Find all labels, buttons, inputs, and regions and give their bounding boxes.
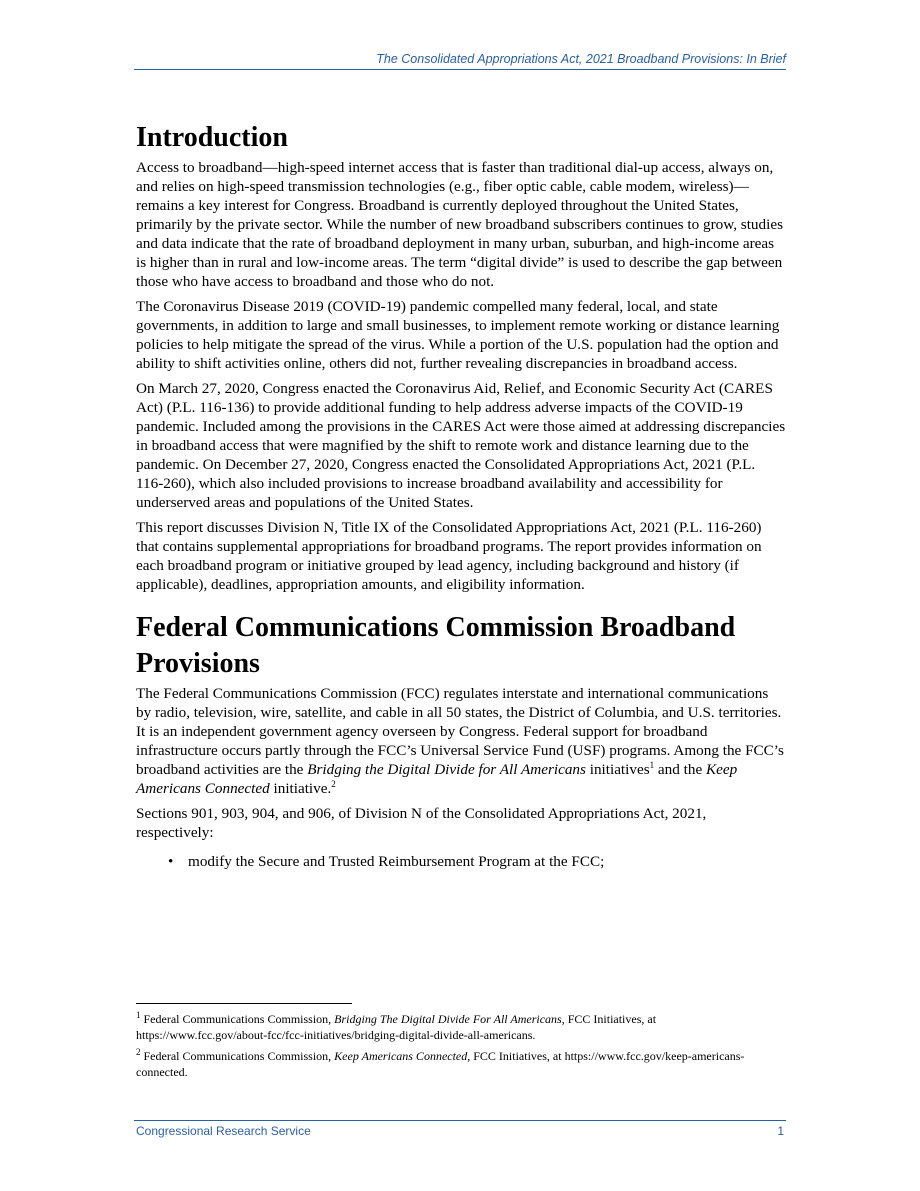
intro-paragraph-1: Access to broadband—high-speed internet access that is faster than traditional dial-up access, always on, and relies on high-speed transmission technologies (e.g., fiber optic cable, cable modem, wireless)—remains a key interest for Congress. Broadband is currently deployed throughout the United States, primarily by the private sector. While the number of new broadband subscribers continues to grow, studies and data indicate that the rate of broadband deployment in many urban, suburban, and high-income areas is higher than in rural and low-income areas. The term “digital divide” is used to describe the gap between those who have access to broadband and those who do not. (136, 159, 783, 290)
keep-connected-initiative-title: Keep Americans Connected (136, 761, 738, 797)
section-heading-fcc: Federal Communications Commission Broadband Provisions (136, 612, 736, 679)
section-heading-introduction: Introduction (136, 122, 288, 153)
footnote-rule (136, 1003, 352, 1004)
bullet-icon: • (168, 853, 174, 870)
intro-paragraph-2: The Coronavirus Disease 2019 (COVID-19) pandemic compelled many federal, local, and state governments, in addition to large and small businesses, to implement remote working or distance learning policies to help mitigate the spread of the virus. While a portion of the U.S. population had the option and ability to shift activities online, others did not, further revealing discrepancies in broadband access. (136, 298, 780, 372)
bridging-initiative-title: Bridging the Digital Divide for All Americans (307, 761, 586, 778)
footer-rule (134, 1120, 786, 1121)
footnote-ref-2[interactable]: 2 (331, 778, 336, 789)
main-content (136, 120, 786, 871)
footnote-1: $^1$ Federal Communications Commission, Bridging The Digital Divide For All Americans, FCC Initiatives, at https://www.fcc.gov/about-fcc/fcc-initiatives/bridging-digital-divide-all-americans. (136, 1010, 657, 1042)
page-number: 1 (777, 1124, 784, 1138)
footer-publisher: Congressional Research Service (136, 1124, 311, 1138)
header-rule (134, 69, 786, 70)
fcc-paragraph-1: The Federal Communications Commission (FCC) regulates interstate and international communications by radio, television, wire, satellite, and cable in all 50 states, the District of Columbia, and U.S. territories. It is an independent government agency overseen by Congress. Federal support for broadband infrastructure occurs partly through the FCC’s Universal Service Fund (USF) programs. Among the FCC’s broadband activities are the Bridging the Digital Divide for All Americans initiatives$^1$ and the Keep Americans Connected initiative.$^2$ (136, 685, 784, 797)
footnote-ref-1[interactable]: 1 (649, 759, 655, 770)
running-header: The Consolidated Appropriations Act, 2021 Broadband Provisions: In Brief (376, 52, 786, 66)
footnotes (136, 1011, 786, 1085)
page-footer (136, 1124, 784, 1138)
provision-list (136, 852, 786, 871)
list-item: • modify the Secure and Trusted Reimbursement Program at the FCC; (168, 853, 605, 870)
footnote-2: $^2$ Federal Communications Commission, Keep Americans Connected, FCC Initiatives, at https://www.fcc.gov/keep-americans-connected. (136, 1047, 745, 1079)
intro-paragraph-4: This report discusses Division N, Title IX of the Consolidated Appropriations Act, 2021 (P.L. 116-260) that contains supplemental appropriations for broadband programs. The report provides information on each broadband program or initiative grouped by lead agency, including background and history (if applicable), deadlines, appropriation amounts, and eligibility information. (136, 519, 762, 593)
fcc-paragraph-2: Sections 901, 903, 904, and 906, of Division N of the Consolidated Appropriations Act, 2021, respectively: (136, 805, 707, 841)
intro-paragraph-3: On March 27, 2020, Congress enacted the Coronavirus Aid, Relief, and Economic Security Act (CARES Act) (P.L. 116-136) to provide additional funding to help address adverse impacts of the COVID-19 pandemic. Included among the provisions in the CARES Act were those aimed at addressing discrepancies in broadband access that were magnified by the shift to remote work and distance learning due to the pandemic. On December 27, 2020, Congress enacted the Consolidated Appropriations Act, 2021 (P.L. 116-260), which also included provisions to increase broadband availability and accessibility for underserved areas and populations of the United States. (136, 380, 786, 511)
